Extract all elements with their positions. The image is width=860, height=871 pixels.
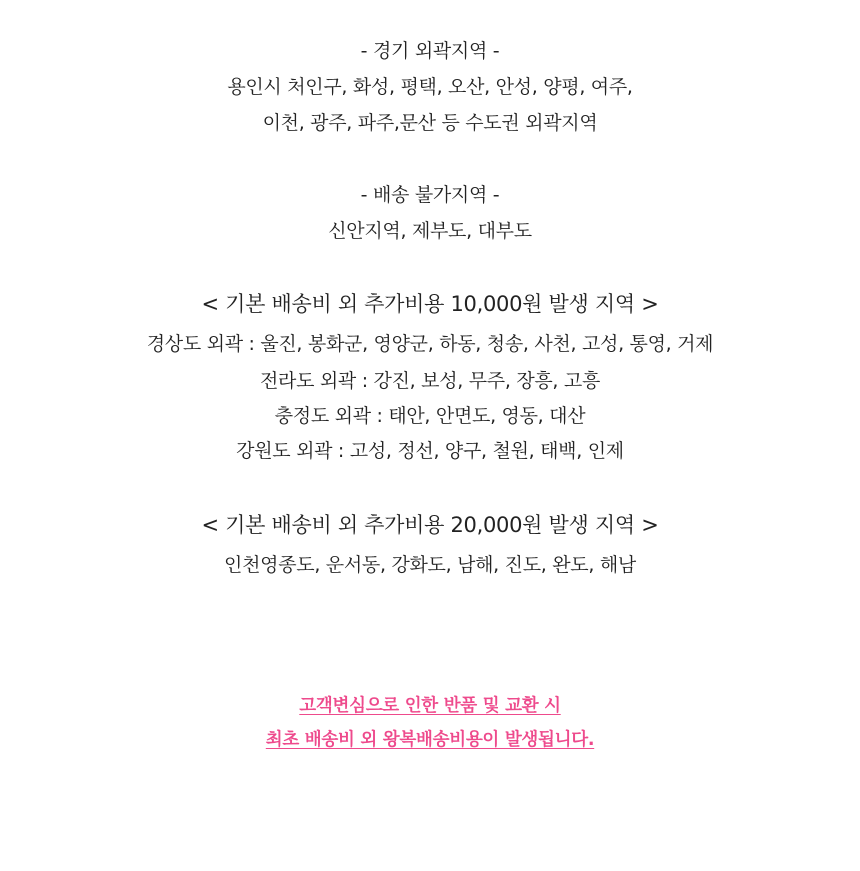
extra-10000-gangwon: 강원도 외곽 : 고성, 정선, 양구, 철원, 태백, 인제: [236, 440, 624, 462]
extra-20000-heading: < 기본 배송비 외 추가비용 20,000원 발생 지역 >: [201, 513, 659, 537]
return-notice-line-1: 고객변심으로 인한 반품 및 교환 시: [299, 696, 561, 716]
unavailable-heading: - 배송 불가지역 -: [360, 184, 500, 206]
unavailable-line-1: 신안지역, 제부도, 대부도: [328, 220, 532, 242]
gyeonggi-heading: - 경기 외곽지역 -: [360, 40, 500, 62]
extra-10000-jeolla: 전라도 외곽 : 강진, 보성, 무주, 장흥, 고흥: [259, 370, 601, 392]
extra-10000-heading: < 기본 배송비 외 추가비용 10,000원 발생 지역 >: [201, 292, 659, 316]
gyeonggi-line-1: 용인시 처인구, 화성, 평택, 오산, 안성, 양평, 여주,: [227, 76, 633, 98]
extra-20000-line-1: 인천영종도, 운서동, 강화도, 남해, 진도, 완도, 해남: [224, 554, 636, 576]
extra-10000-chungjeong: 충정도 외곽 : 태안, 안면도, 영동, 대산: [274, 405, 586, 427]
return-notice-line-2: 최초 배송비 외 왕복배송비용이 발생됩니다.: [265, 730, 595, 750]
gyeonggi-line-2: 이천, 광주, 파주,문산 등 수도권 외곽지역: [262, 112, 598, 134]
extra-10000-gyeongsang: 경상도 외곽 : 울진, 봉화군, 영양군, 하동, 청송, 사천, 고성, 통영, 거제: [146, 333, 714, 355]
